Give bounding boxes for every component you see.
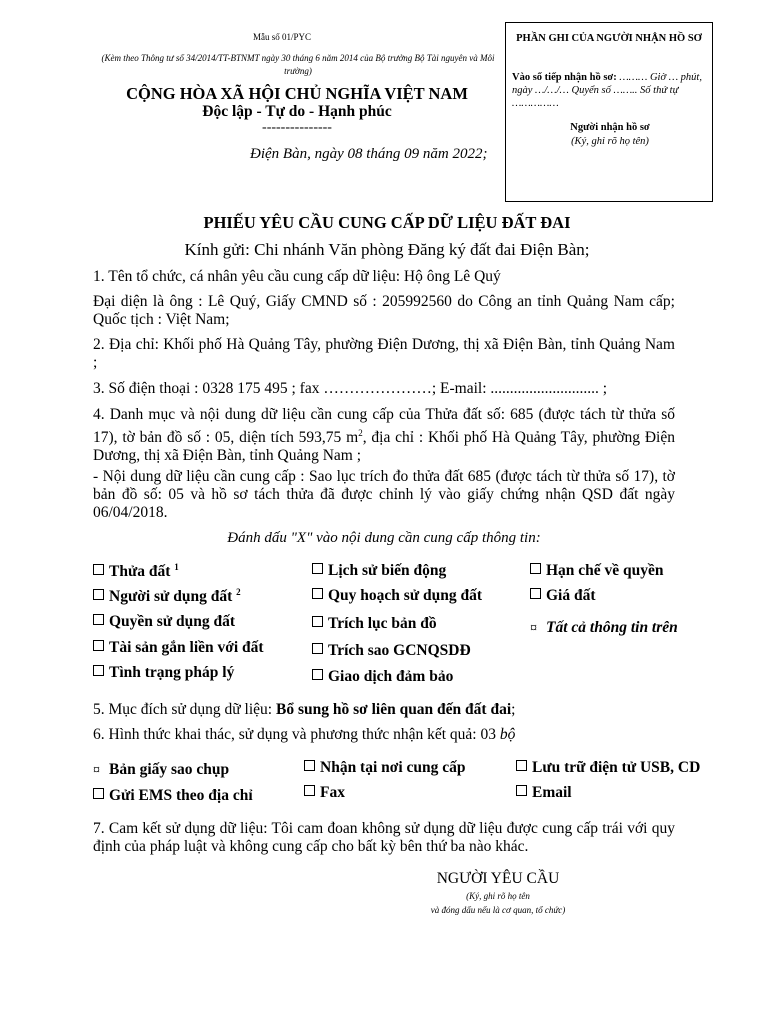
checkbox-icon [516,785,527,796]
option-label: Gửi EMS theo địa chỉ [109,787,253,804]
option-han-che[interactable] [530,562,664,580]
checkbox-icon [93,665,104,676]
motto-divider: --------------- [262,120,332,135]
receiver-note: (Ký, ghi rõ họ tên) [571,136,649,147]
option-label: Giao dịch đảm bảo [328,668,454,685]
option-tat-ca[interactable] [530,619,678,637]
checkbox-icon [516,760,527,771]
checkbox-marked-icon: ¤ [530,621,537,636]
option-tai-san[interactable] [93,639,264,657]
item-5: 5. Mục đích sử dụng dữ liệu: Bổ sung hồ sơ liên quan đến đất đai; [93,701,516,718]
footnote-ref: 2 [236,587,241,597]
receiver-entry-label: Vào sổ tiếp nhận hồ sơ: [512,72,617,83]
signature-note-2: và đóng dấu nếu là cơ quan, tổ chức) [430,905,566,915]
motto: Độc lập - Tự do - Hạnh phúc [202,103,392,120]
option-thua-dat[interactable] [93,562,179,581]
item-2: 2. Địa chỉ: Khối phố Hà Quảng Tây, phường Điện Dương, thị xã Điện Bàn, tỉnh Quảng Nam ; [93,336,675,371]
checkbox-icon [93,640,104,651]
receiver-box [505,22,713,202]
form-title: PHIẾU YÊU CẦU CUNG CẤP DỮ LIỆU ĐẤT ĐAI [203,213,571,232]
checkbox-icon [530,588,541,599]
signature-note-1: (Ký, ghi rõ họ tên [466,891,530,901]
option-label: Quy hoạch sử dụng đất [328,587,483,604]
option-label: Trích lục bản đồ [328,615,437,632]
option-trich-sao[interactable] [312,642,471,660]
option-nguoi-sd[interactable] [93,587,241,606]
option-label: Email [532,784,572,801]
checkbox-icon [93,614,104,625]
item-5-value: Bổ sung hồ sơ liên quan đến đất đai [275,701,512,718]
option-label: Tất cả thông tin trên [546,619,678,636]
content-detail: - Nội dung dữ liệu cần cung cấp : Sao lục trích đo thửa đất 685 (được tách từ thửa số 17), tờ bản đồ số: 05 và hồ sơ tách thửa đã được chỉnh lý vào giấy chứng nhận QSD đất ngày 06/04/2018. [93,468,675,521]
circular-note: (Kèm theo Thông tư số 34/2014/TT-BTNMT ngày 30 tháng 6 năm 2014 của Bộ trưởng Bộ Tài nguyên và Môi trường) [101,53,495,76]
checkbox-marked-icon: ¤ [93,763,100,778]
option-tinh-trang[interactable] [93,664,234,682]
option-quy-hoach[interactable] [312,587,482,605]
addressee: Kính gửi: Chi nhánh Văn phòng Đăng ký đất đai Điện Bàn; [184,240,590,259]
option-label: Quyền sử dụng đất [109,613,236,630]
option-gia-dat[interactable] [530,587,596,605]
item-4-part2: , địa chỉ : Khối phố Hà Quảng Tây, phường Điện Dương, thị xã Điện Bàn, tỉnh Quảng Nam ; [93,429,675,465]
checkbox-icon [304,760,315,771]
delivery-email[interactable] [516,784,572,802]
checkbox-icon [312,616,323,627]
item-1: 1. Tên tổ chức, cá nhân yêu cầu cung cấp dữ liệu: Hộ ông Lê Quý [93,268,501,285]
signature-title: NGƯỜI YÊU CẦU [436,870,560,887]
checkbox-icon [312,643,323,654]
checkbox-icon [93,564,104,575]
receiver-label: Người nhận hồ sơ [570,122,650,133]
checkbox-icon [312,563,323,574]
option-label: Lưu trữ điện tử USB, CD [532,759,701,776]
option-lich-su[interactable] [312,562,446,580]
delivery-gui-ems[interactable] [93,787,253,805]
option-label: Hạn chế về quyền [546,562,664,579]
delivery-ban-giay[interactable] [93,761,229,779]
checkbox-icon [312,669,323,680]
option-quyen-sd[interactable] [93,613,235,631]
form-number: Mẫu số 01/PYC [252,32,311,42]
option-giao-dich[interactable] [312,668,453,686]
option-label: Fax [320,784,345,801]
item-4 [93,406,675,465]
option-label: Tài sản gắn liền với đất [109,639,264,656]
option-trich-luc[interactable] [312,615,437,633]
option-label: Bản giấy sao chụp [109,761,230,778]
option-label: Trích sao GCNQSDĐ [328,642,471,659]
receiver-entry-text: ……… Giờ … phút, ngày …/…/… Quyển số …….. Số thứ tự …………… [512,72,702,109]
checkbox-icon [304,785,315,796]
representative: Đại diện là ông : Lê Quý, Giấy CMND số : 205992560 do Công an tỉnh Quảng Nam cấp; Quốc tịch : Việt Nam; [93,293,675,328]
checkbox-icon [530,563,541,574]
item-6-unit: bộ [499,726,516,743]
item-4-part1: 4. Danh mục và nội dung dữ liệu cần cung cấp của Thửa đất số: 685 (được tách từ thửa số 17), tờ bản đồ số : 05, diện tích 593,75 m [93,406,675,447]
country-name: CỘNG HÒA XÃ HỘI CHỦ NGHĨA VIỆT NAM [126,84,468,103]
item-6-label: 6. Hình thức khai thác, sử dụng và phương thức nhận kết quả: 03 [93,726,496,743]
checkbox-icon [312,588,323,599]
option-label: Giá đất [546,587,596,604]
footnote-ref: 1 [174,562,179,572]
receiver-box-title: PHẦN GHI CỦA NGƯỜI NHẬN HỒ SƠ [516,33,702,44]
checkbox-icon [93,589,104,600]
delivery-luu-tru[interactable] [516,759,700,777]
option-label: Tình trạng pháp lý [109,664,235,681]
receiver-entry [512,71,708,110]
item-5-label: 5. Mục đích sử dụng dữ liệu: [93,701,273,718]
item-3: 3. Số điện thoại : 0328 175 495 ; fax …………………; E-mail: ............................ ; [93,380,608,397]
checkbox-icon [93,788,104,799]
option-label: Người sử dụng đất [109,588,233,606]
option-label: Lịch sử biến động [328,562,447,579]
item-6 [93,726,675,744]
item-7: 7. Cam kết sử dụng dữ liệu: Tôi cam đoan không sử dụng dữ liệu được cung cấp trái với quy định của pháp luật và không cung cấp cho bất kỳ bên thứ ba nào khác. [93,820,675,855]
mark-instruction: Đánh dấu "X" vào nội dung cần cung cấp thông tin: [227,530,541,546]
date-place: Điện Bàn, ngày 08 tháng 09 năm 2022; [250,146,488,162]
option-label: Thửa đất [109,563,171,581]
delivery-nhan-tai[interactable] [304,759,466,777]
delivery-fax[interactable] [304,784,345,802]
option-label: Nhận tại nơi cung cấp [320,759,466,776]
item-4-sup: 2 [358,428,363,438]
